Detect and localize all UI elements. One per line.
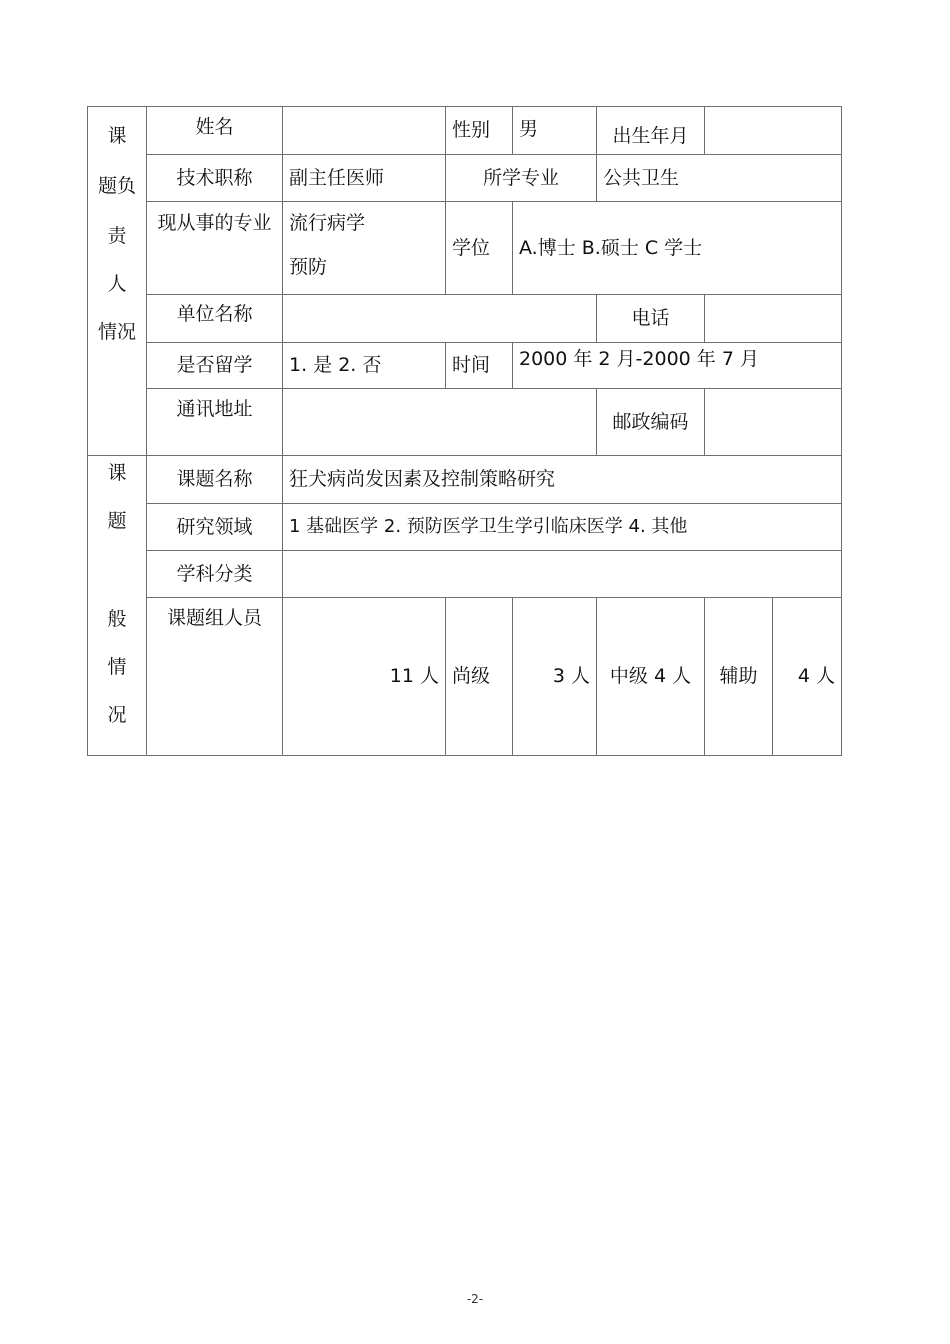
abroad-label: 是否留学 (147, 343, 283, 389)
assist-field[interactable]: 4 人 (773, 598, 842, 756)
assist-label: 辅助 (705, 598, 773, 756)
middle-label: 中级 4 人 (597, 598, 705, 756)
unit-label: 单位名称 (147, 295, 283, 343)
section-label-line: 情况 (97, 321, 136, 343)
unit-field[interactable] (283, 295, 597, 343)
current-field-line: 预防 (289, 256, 328, 278)
senior-field[interactable]: 3 人 (513, 598, 597, 756)
section-label-project (88, 456, 147, 756)
degree-label: 学位 (446, 202, 513, 295)
section-label-line: 题负 (97, 175, 136, 197)
current-field-value[interactable] (283, 202, 446, 295)
research-field-label: 研究领域 (147, 504, 283, 551)
section-label-line: 课 (107, 462, 127, 484)
birth-label: 出生年月 (597, 107, 705, 155)
members-total-field[interactable]: 11 人 (283, 598, 446, 756)
time-label: 时间 (446, 343, 513, 389)
phone-label: 电话 (597, 295, 705, 343)
section-label-line: 人 (107, 273, 127, 295)
major-label: 所学专业 (446, 155, 597, 202)
birth-field[interactable] (705, 107, 842, 155)
name-label: 姓名 (147, 107, 283, 155)
section-label-line: 课 (107, 125, 127, 147)
section-label-line: 况 (107, 704, 127, 726)
application-form-table (87, 106, 842, 756)
postcode-field[interactable] (705, 389, 842, 456)
postcode-label: 邮政编码 (597, 389, 705, 456)
current-field-line: 流行病学 (289, 212, 366, 234)
address-field[interactable] (283, 389, 597, 456)
discipline-field[interactable] (283, 551, 842, 598)
section-label-line: 情 (107, 656, 127, 678)
research-field-field[interactable]: 1 基础医学 2. 预防医学卫生学引临床医学 4. 其他 (283, 504, 842, 551)
address-label: 通讯地址 (147, 389, 283, 456)
project-name-field[interactable]: 狂犬病尚发因素及控制策略研究 (283, 456, 842, 504)
section-label-leader (88, 107, 147, 456)
members-label: 课题组人员 (147, 598, 283, 756)
title-label: 技术职称 (147, 155, 283, 202)
section-label-line: 般 (107, 608, 127, 630)
major-field[interactable]: 公共卫生 (597, 155, 842, 202)
section-label-line: 责 (107, 225, 127, 247)
name-field[interactable] (283, 107, 446, 155)
degree-field[interactable]: A.博士 B.硕士 C 学士 (513, 202, 842, 295)
title-field[interactable]: 副主任医师 (283, 155, 446, 202)
gender-field[interactable]: 男 (513, 107, 597, 155)
discipline-label: 学科分类 (147, 551, 283, 598)
project-name-label: 课题名称 (147, 456, 283, 504)
section-label-line: 题 (107, 510, 127, 532)
gender-label: 性别 (446, 107, 513, 155)
senior-label: 尚级 (446, 598, 513, 756)
phone-field[interactable] (705, 295, 842, 343)
time-field[interactable]: 2000 年 2 月-2000 年 7 月 (513, 343, 842, 389)
page-number: -2- (466, 1292, 484, 1306)
current-field-label: 现从事的专业 (147, 202, 283, 295)
abroad-field[interactable]: 1. 是 2. 否 (283, 343, 446, 389)
